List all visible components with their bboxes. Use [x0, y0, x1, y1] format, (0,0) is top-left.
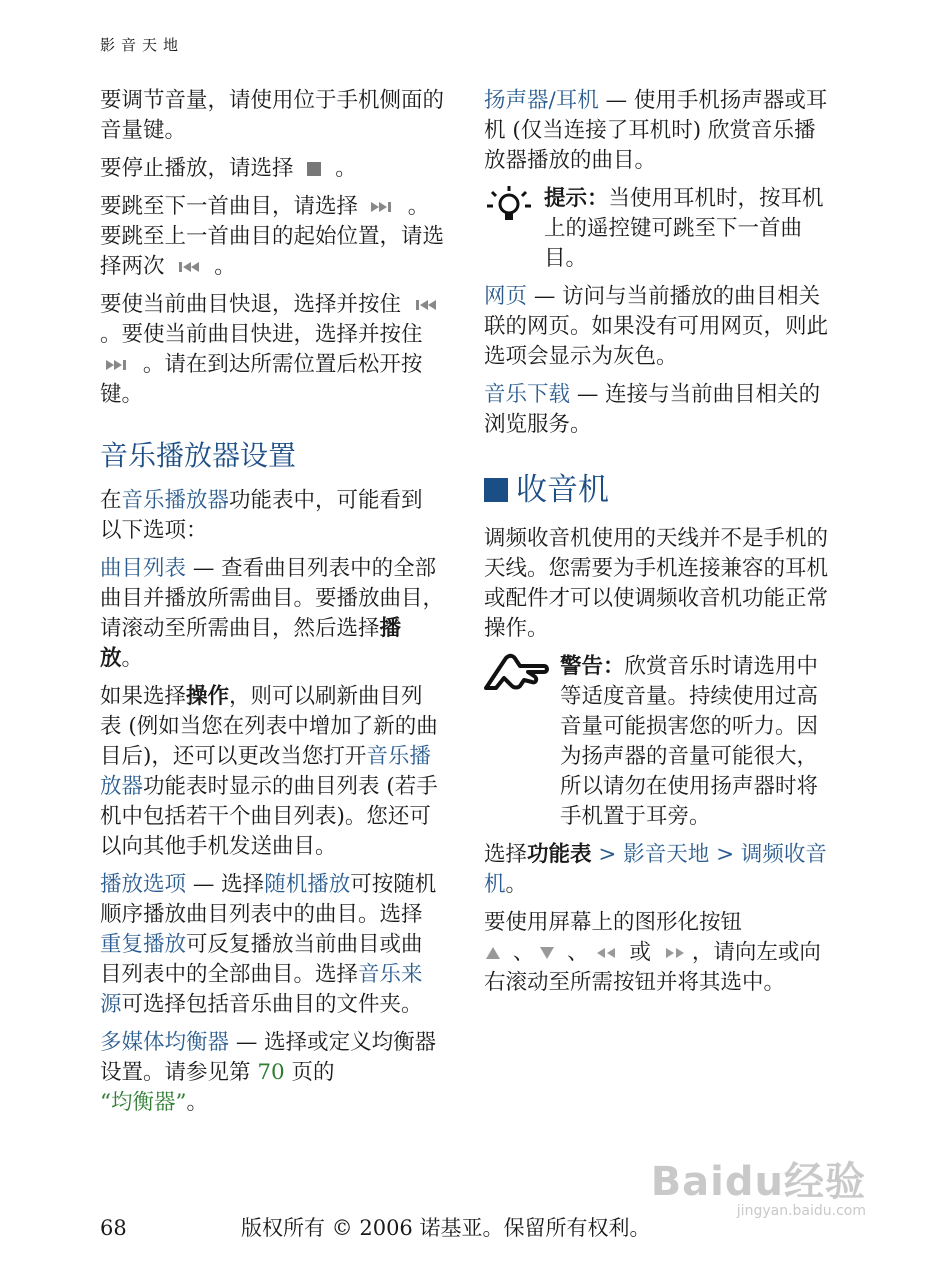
repeat-link[interactable]: 重复播放	[100, 932, 187, 957]
stop-paragraph: 要停止播放，请选择 。	[100, 156, 357, 181]
music-player-link[interactable]: 音乐播放器	[121, 488, 230, 513]
music-download-term: 音乐下载	[484, 382, 571, 407]
rewind-icon	[593, 946, 619, 960]
play-options-paragraph: 播放选项 — 选择随机播放可按随机顺序播放曲目列表中的曲目。选择重复播放可反复播放当前曲目或曲目列表中的全部曲目。选择音乐来源可选择包括音乐曲目的文件夹。	[100, 872, 437, 1017]
right-column	[484, 86, 828, 1006]
web-page-paragraph: 网页 — 访问与当前播放的曲目相关联的网页。如果没有可用网页，则此选项会显示为灰色。	[484, 284, 829, 369]
skip-forward-icon	[369, 200, 397, 214]
fm-radio-link[interactable]: 调频收音机	[484, 842, 827, 897]
watermark-brand: Baidu经验	[650, 1159, 866, 1205]
music-download-paragraph: 音乐下载 — 连接与当前曲目相关的浏览服务。	[484, 382, 821, 437]
tip-note	[484, 184, 828, 274]
menu-path-paragraph: 选择功能表 > 影音天地 > 调频收音机。	[484, 842, 827, 897]
track-list-paragraph: 曲目列表 — 查看曲目列表中的全部曲目并播放所需曲目。要播放曲目，请滚动至所需曲目，然后选择播放。	[100, 556, 445, 671]
warning-note	[484, 652, 828, 832]
left-column	[100, 86, 444, 1126]
web-page-term: 网页	[484, 284, 528, 309]
watermark-url: jingyan.baidu.com	[736, 1203, 866, 1219]
warning-text: 欣赏音乐时请选用中等适度音量。持续使用过高音量可能损害您的听力。因为扬声器的音量可能很大，所以请勿在使用扬声器时将手机置于耳旁。	[560, 654, 819, 829]
shuffle-link[interactable]: 随机播放	[264, 872, 351, 897]
options-paragraph: 如果选择操作，则可以刷新曲目列表 (例如当您在列表中增加了新的曲目后)，还可以更改当您打开音乐播放器功能表时显示的曲目列表 (若手机中包括若干个曲目列表)。您还可以向其他手机发送曲目。	[100, 684, 438, 859]
running-header: 影音天地	[100, 36, 185, 54]
skip-forward-icon	[104, 358, 132, 372]
skip-back-icon	[412, 298, 440, 312]
copyright-text: 版权所有 © 2006 诺基亚。保留所有权利。	[241, 1216, 651, 1240]
media-link[interactable]: 影音天地	[623, 842, 710, 867]
volume-paragraph: 要调节音量，请使用位于手机侧面的音量键。	[100, 88, 445, 143]
equalizer-reference-link[interactable]: “均衡器”	[100, 1090, 187, 1115]
equalizer-term: 多媒体均衡器	[100, 1030, 230, 1055]
equalizer-paragraph: 多媒体均衡器 — 选择或定义均衡器设置。请参见第 70 页的 “均衡器”。	[100, 1030, 437, 1115]
heading-square-icon	[484, 478, 508, 502]
down-arrow-icon	[538, 945, 556, 961]
section-heading-radio: 收音机	[484, 470, 828, 510]
graphic-buttons-paragraph: 要使用屏幕上的图形化按钮 、 、 或 ，请向左或向右滚动至所需按钮并将其选中。	[484, 910, 821, 995]
warning-label: 警告：	[560, 654, 625, 679]
up-arrow-icon	[484, 945, 502, 961]
skip-back-icon	[175, 260, 203, 274]
page-number: 68	[100, 1216, 127, 1240]
music-player-link[interactable]: 音乐播放器	[100, 744, 431, 799]
radio-antenna-paragraph: 调频收音机使用的天线并不是手机的天线。您需要为手机连接兼容的耳机或配件才可以使调频收音机功能正常操作。	[484, 526, 829, 641]
skip-paragraph: 要跳至下一首曲目，请选择 。要跳至上一首曲目的起始位置，请选择两次 。	[100, 194, 445, 279]
stop-icon	[304, 159, 324, 179]
tip-text: 当使用耳机时，按耳机上的遥控键可跳至下一首曲目。	[544, 186, 824, 271]
seek-paragraph: 要使当前曲目快退，选择并按住 。要使当前曲目快进，选择并按住 。请在到达所需位置后松开按键。	[100, 290, 444, 410]
page-reference-link[interactable]: 70	[257, 1060, 285, 1085]
play-options-term: 播放选项	[100, 872, 187, 897]
track-list-term: 曲目列表	[100, 556, 187, 581]
speaker-term: 扬声器/耳机	[484, 88, 599, 113]
fast-forward-icon	[662, 946, 688, 960]
tip-label: 提示：	[544, 186, 609, 211]
warning-hand-icon	[484, 652, 550, 692]
menu-intro-paragraph: 在音乐播放器功能表中，可能看到以下选项：	[100, 488, 423, 543]
section-heading-music-settings: 音乐播放器设置	[100, 439, 297, 472]
music-source-link[interactable]: 音乐来源	[100, 962, 423, 1017]
lightbulb-icon	[484, 184, 534, 228]
speaker-paragraph: 扬声器/耳机 — 使用手机扬声器或耳机 (仅当连接了耳机时) 欣赏音乐播放器播放的曲目。	[484, 88, 828, 173]
baidu-watermark	[651, 1150, 866, 1219]
